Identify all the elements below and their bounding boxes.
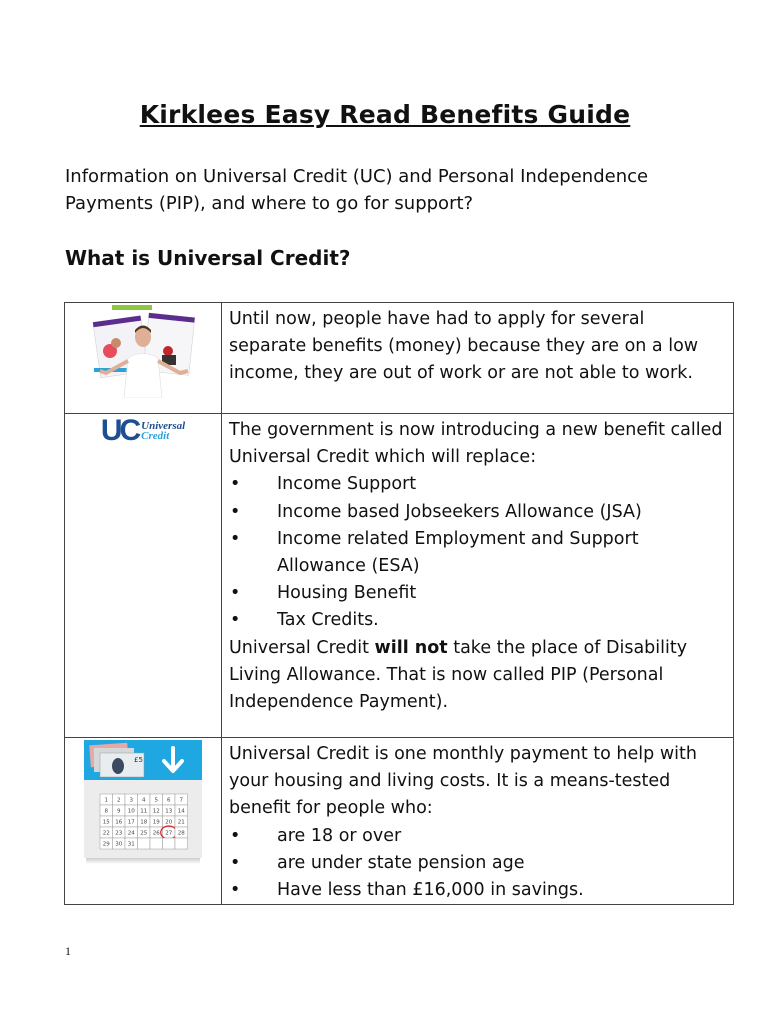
svg-text:12: 12 [152,808,160,815]
svg-text:2: 2 [117,797,121,804]
svg-text:26: 26 [152,830,160,837]
svg-text:23: 23 [115,830,123,837]
svg-text:5: 5 [154,797,158,804]
bullet-icon: • [230,583,241,604]
text-cell [222,738,734,905]
uc-logo-letters: UC [100,414,139,447]
svg-text:24: 24 [127,830,135,837]
paragraph: Universal Credit will not take the place of Disability Living Allowance. That is now called PIP (Personal Independence Payment). [229,637,688,713]
svg-text:6: 6 [167,797,171,804]
table-row [65,303,734,414]
table-row [65,414,734,738]
svg-text:8: 8 [104,808,108,815]
svg-text:31: 31 [127,841,135,848]
bullet-icon: • [230,528,241,549]
svg-text:20: 20 [165,819,173,826]
svg-text:4: 4 [142,797,146,804]
svg-text:16: 16 [115,819,123,826]
svg-text:11: 11 [140,808,148,815]
svg-text:9: 9 [117,808,121,815]
svg-text:3: 3 [129,797,133,804]
page-title: Kirklees Easy Read Benefits Guide [139,100,631,129]
svg-text:10: 10 [127,808,135,815]
bullet-item: • Have less than £16,000 in savings. [229,877,727,904]
svg-text:30: 30 [115,841,123,848]
bullet-icon: • [230,474,241,495]
svg-text:14: 14 [177,808,185,815]
paragraph: The government is now introducing a new benefit called Universal Credit which will replace: [229,420,723,468]
bullet-icon: • [230,825,241,846]
section-heading: What is Universal Credit? [65,246,351,270]
uc-logo-word-credit: Credit [141,430,170,442]
svg-text:19: 19 [152,819,160,826]
svg-text:21: 21 [177,819,185,826]
bullet-icon: • [230,880,241,901]
page-number: 1 [65,944,71,958]
image-cell [65,414,222,738]
svg-text:7: 7 [179,797,183,804]
bullet-item: • are 18 or over [229,823,727,850]
svg-text:15: 15 [102,819,110,826]
universal-credit-logo [65,414,221,448]
bullet-icon: • [230,501,241,522]
bullet-item: • Tax Credits. [229,607,727,634]
intro-paragraph: Information on Universal Credit (UC) and Personal Independence Payments (PIP), and where to go for support? [65,166,649,214]
image-cell [65,303,222,414]
svg-text:1: 1 [104,797,108,804]
table-row [65,738,734,905]
bullet-icon: • [230,610,241,631]
svg-text:28: 28 [177,830,185,837]
uc-logo-word-universal: Universal [141,420,186,432]
person-with-leaflets-image [65,303,221,398]
bullet-item: • Income related Employment and Support Allowance (ESA) [229,526,727,580]
text-cell [222,303,734,414]
bullet-icon: • [230,852,241,873]
monthly-payment-calendar-image [65,738,221,866]
info-table [64,302,734,905]
bullet-item: • Housing Benefit [229,580,727,607]
svg-text:29: 29 [102,841,110,848]
bullet-item: • Income based Jobseekers Allowance (JSA) [229,499,727,526]
svg-text:17: 17 [127,819,135,826]
text-cell [222,414,734,738]
svg-text:22: 22 [102,830,110,837]
bullet-item: • Income Support [229,471,727,498]
svg-text:£5: £5 [134,756,143,764]
svg-text:18: 18 [140,819,148,826]
emphasis-will-not: will not [374,637,448,658]
paragraph: Until now, people have had to apply for several separate benefits (money) because they are on a low income, they are out of work or are not able to work. [229,309,699,384]
svg-text:25: 25 [140,830,148,837]
svg-text:13: 13 [165,808,173,815]
bullet-item: • are under state pension age [229,850,727,877]
svg-text:27: 27 [165,830,173,837]
paragraph: Universal Credit is one monthly payment to help with your housing and living costs. It is a means-tested benefit for people who: [229,744,697,819]
image-cell [65,738,222,905]
